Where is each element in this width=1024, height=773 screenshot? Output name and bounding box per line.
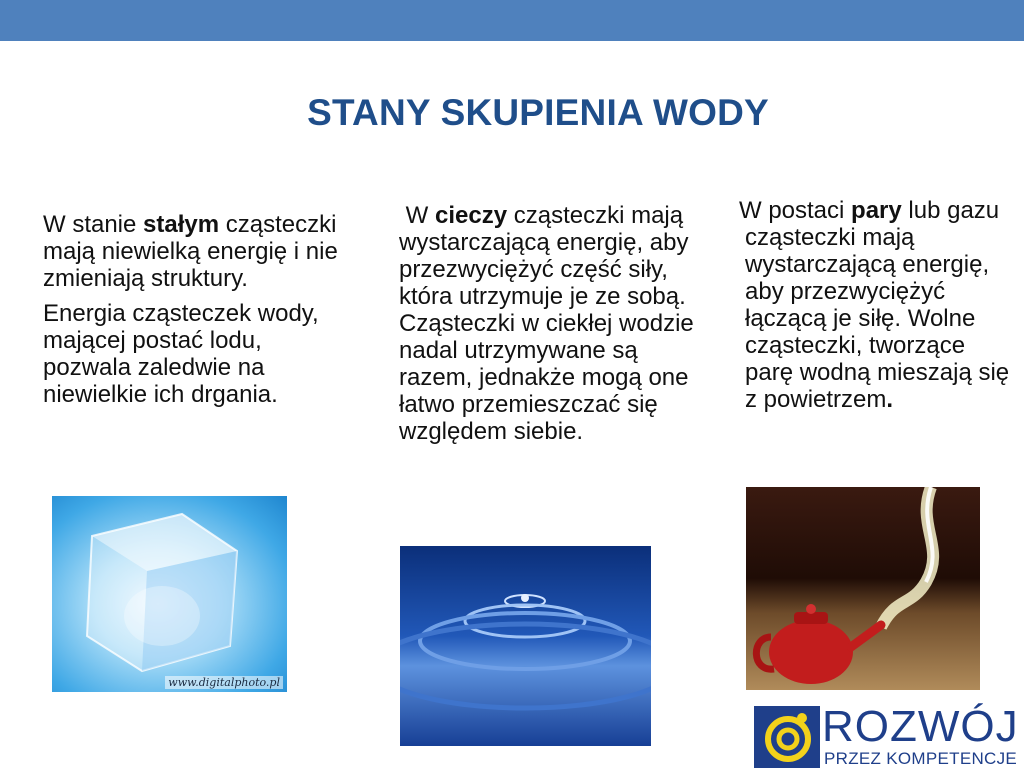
text-run: W postaci <box>739 197 852 224</box>
liquid-paragraph <box>399 202 709 445</box>
solid-paragraph-1 <box>43 211 343 292</box>
liquid-state-text <box>399 202 709 453</box>
ice-cube-image <box>52 496 287 692</box>
solid-paragraph-2: Energia cząsteczek wody, mającej postać lodu, pozwala zaledwie na niewielkie ich drgania. <box>43 300 319 408</box>
keyword-liquid: cieczy <box>435 202 508 229</box>
text-run: W <box>405 202 435 229</box>
slide-title: STANY SKUPIENIA WODY <box>307 92 769 133</box>
top-accent-bar <box>0 0 1024 41</box>
text-run: cząsteczki mają niewielką energię i nie zmieniają struktury. <box>43 211 338 292</box>
gas-state-text <box>739 197 1010 421</box>
text-run: cząsteczki mają wystarczającą energię, aby przezwyciężyć część siły, która utrzymuje je ze sobą. Cząsteczki w ciekłej wodzie nadal utrzymywane są razem, jednakże mogą one łatwo przemieszczać się względem siebie. <box>399 202 694 445</box>
solid-state-text <box>43 211 343 416</box>
text-run: lub gazu cząsteczki mają wystarczającą energię, aby przezwyciężyć łączącą je siłę. Wolne cząsteczki, tworzące parę wodną mieszają się z powietrzem <box>745 197 1010 413</box>
logo-wordmark: ROZWÓJ <box>822 702 1019 751</box>
water-ripple-image <box>400 546 651 746</box>
period: . <box>886 386 894 413</box>
text-run: W stanie <box>43 211 144 238</box>
logo-subtitle: PRZEZ KOMPETENCJE <box>824 749 1018 768</box>
rozwoj-logo <box>754 702 1024 768</box>
spiral-icon <box>754 706 820 768</box>
keyword-solid: stałym <box>143 211 220 238</box>
teapot-steam-image <box>746 487 980 690</box>
keyword-gas: pary <box>851 197 902 224</box>
gas-paragraph <box>739 197 1010 413</box>
image-watermark: www.digitalphoto.pl <box>165 676 283 689</box>
